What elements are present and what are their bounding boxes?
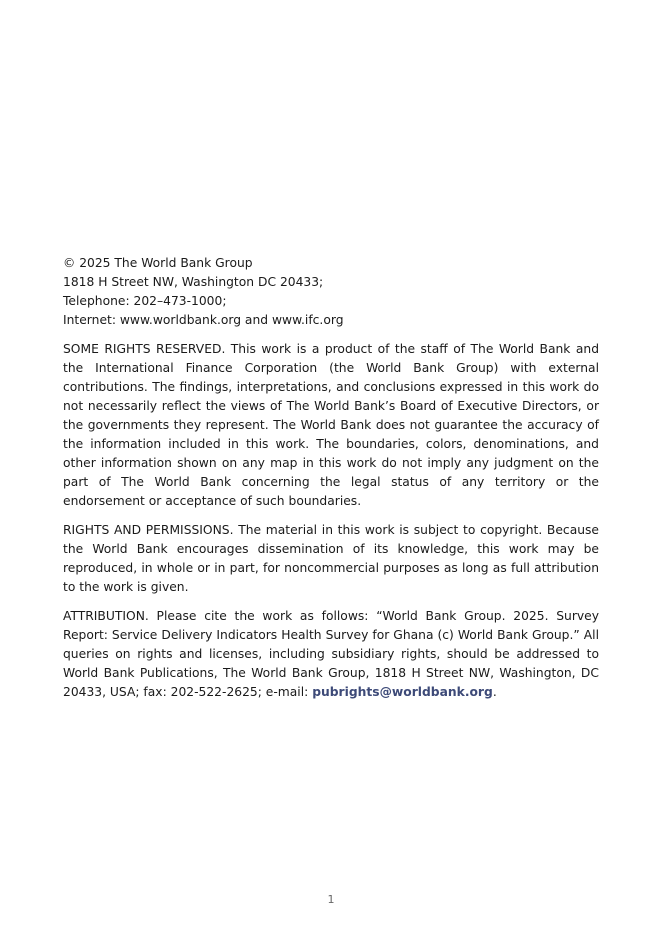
email-link[interactable]: pubrights@worldbank.org xyxy=(312,685,493,699)
rights-permissions-paragraph: RIGHTS AND PERMISSIONS. The material in this work is subject to copyright. Because the World Bank encourages dissemination of its knowledge, this work may be reproduced, in whole or in part, for noncommercial purposes as long as full attribution to the work is given. xyxy=(63,523,599,594)
internet-line: Internet: www.worldbank.org and www.ifc.org xyxy=(63,313,344,327)
attribution-end: . xyxy=(492,685,497,699)
rights-reserved-paragraph: SOME RIGHTS RESERVED. This work is a product of the staff of The World Bank and the International Finance Corporation (the World Bank Group) with external contributions. The findings, interpretations, and conclusions expressed in this work do not necessarily reflect the views of The World Bank’s Board of Executive Directors, or the governments they represent. The World Bank does not guarantee the accuracy of the information included in this work. The boundaries, colors, denominations, and other information shown on any map in this work do not imply any judgment on the part of The World Bank concerning the legal status of any territory or the endorsement or acceptance of such boundaries. xyxy=(63,342,599,508)
attribution-text: ATTRIBUTION. Please cite the work as follows: “World Bank Group. 2025. Survey Report: Service Delivery Indicators Health Survey for Ghana (c) World Bank Group.” All queries on rights and licenses, including subsidiary rights, should be addressed to World Bank Publications, The World Bank Group, 1818 H Street NW, Washington, DC 20433, USA; fax: 202-522-2625; e-mail: xyxy=(63,609,599,699)
copyright-line: © 2025 The World Bank Group xyxy=(63,256,253,270)
copyright-page-content xyxy=(63,254,599,702)
address-block xyxy=(63,254,599,330)
attribution-paragraph xyxy=(63,607,599,702)
page-number: 1 xyxy=(327,893,335,906)
street-address: 1818 H Street NW, Washington DC 20433; xyxy=(63,275,324,289)
telephone-line: Telephone: 202–473-1000; xyxy=(63,294,227,308)
